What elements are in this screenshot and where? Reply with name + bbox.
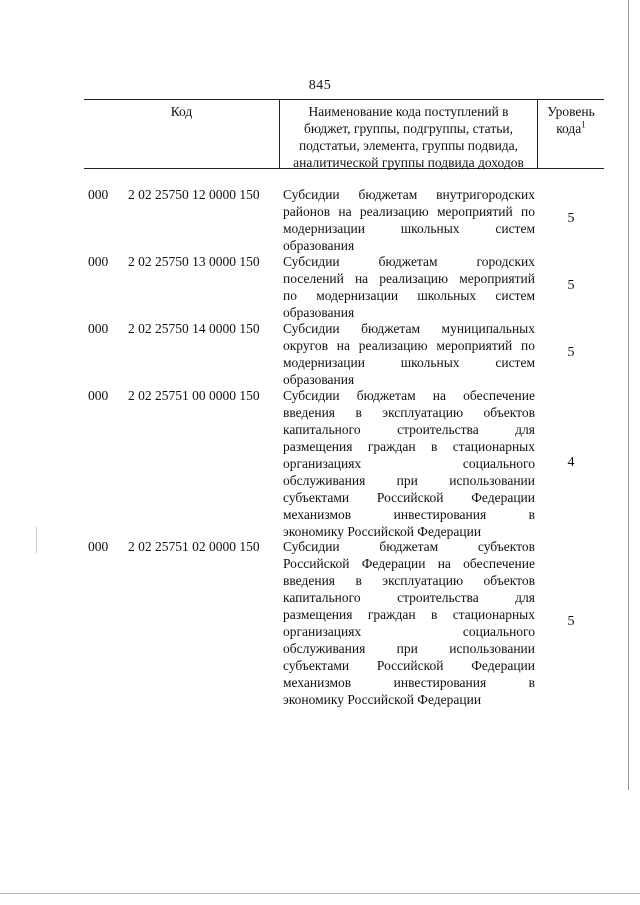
row-name-line: размещения граждан в стационарных [283,439,535,454]
row-name-line: образования [283,372,355,387]
footnote-marker: 1 [581,119,586,130]
header-code: Код [84,100,280,168]
row-name-line: образования [283,238,355,253]
row-name-line: модернизации школьных систем [283,355,535,370]
scan-margin-mark [36,527,37,553]
row-name-line: Субсидии бюджетам внутригородских [283,187,535,202]
row-name-line: обслуживания при использовании [283,641,535,656]
row-admin-code: 000 [88,539,109,554]
row-name-line: по модернизации школьных систем [283,288,535,303]
header-level [538,100,604,168]
row-name [283,538,535,708]
table-header [84,99,604,169]
row-name-line: субъектами Российской Федерации [283,490,535,505]
header-level-line2 [538,120,604,137]
row-name-line: капитального строительства для [283,590,535,605]
row-name-line: поселений на реализацию мероприятий [283,271,535,286]
header-level-line1: Уровень [547,104,595,119]
row-name-line: Субсидии бюджетам субъектов [283,539,535,554]
header-name-line: аналитической группы подвида доходов [293,155,524,170]
row-classification-code: 2 02 25750 13 0000 150 [128,254,260,269]
row-name [283,253,535,321]
row-level: 5 [567,614,575,629]
row-name-line: экономику Российской Федерации [283,524,482,539]
row-classification-code: 2 02 25750 14 0000 150 [128,321,260,336]
row-level: 4 [567,455,575,470]
scan-edge-right [628,0,629,790]
row-level: 5 [567,345,575,360]
row-name-line: экономику Российской Федерации [283,692,482,707]
row-name-line: районов на реализацию мероприятий по [283,204,535,219]
row-name-line: Российской Федерации на обеспечение [283,556,535,571]
row-name [283,387,535,540]
row-admin-code: 000 [88,321,109,336]
header-name-line: подстатьи, элемента, группы подвида, [298,138,519,153]
row-name-line: введения в эксплуатацию объектов [283,573,535,588]
row-level: 5 [567,278,575,293]
header-name-line: Наименование кода поступлений в [308,104,509,119]
row-name-line: механизмов инвестирования в [283,507,535,522]
row-name-line: организациях социального [283,456,535,471]
row-name-line: обслуживания при использовании [283,473,535,488]
row-classification-code: 2 02 25751 00 0000 150 [128,388,260,403]
row-admin-code: 000 [88,388,109,403]
row-name-line: субъектами Российской Федерации [283,658,535,673]
row-name-line: округов на реализацию мероприятий по [283,338,535,353]
row-name-line: капитального строительства для [283,422,535,437]
row-classification-code: 2 02 25750 12 0000 150 [128,187,260,202]
scan-edge-bottom [0,893,640,894]
header-level-text: кода [556,121,582,136]
row-name-line: механизмов инвестирования в [283,675,535,690]
row-admin-code: 000 [88,254,109,269]
row-name [283,186,535,254]
page-number: 845 [308,78,332,93]
row-name-line: размещения граждан в стационарных [283,607,535,622]
header-name-line: бюджет, группы, подгруппы, статьи, [304,121,513,136]
row-name-line: организациях социального [283,624,535,639]
header-name [280,100,538,168]
row-name-line: Субсидии бюджетам городских [283,254,535,269]
row-name-line: модернизации школьных систем [283,221,535,236]
row-name-line: Субсидии бюджетам на обеспечение [283,388,535,403]
row-name-line: образования [283,305,355,320]
row-name [283,320,535,388]
row-name-line: Субсидии бюджетам муниципальных [283,321,535,336]
row-level: 5 [567,211,575,226]
row-admin-code: 000 [88,187,109,202]
row-name-line: введения в эксплуатацию объектов [283,405,535,420]
row-classification-code: 2 02 25751 02 0000 150 [128,539,260,554]
